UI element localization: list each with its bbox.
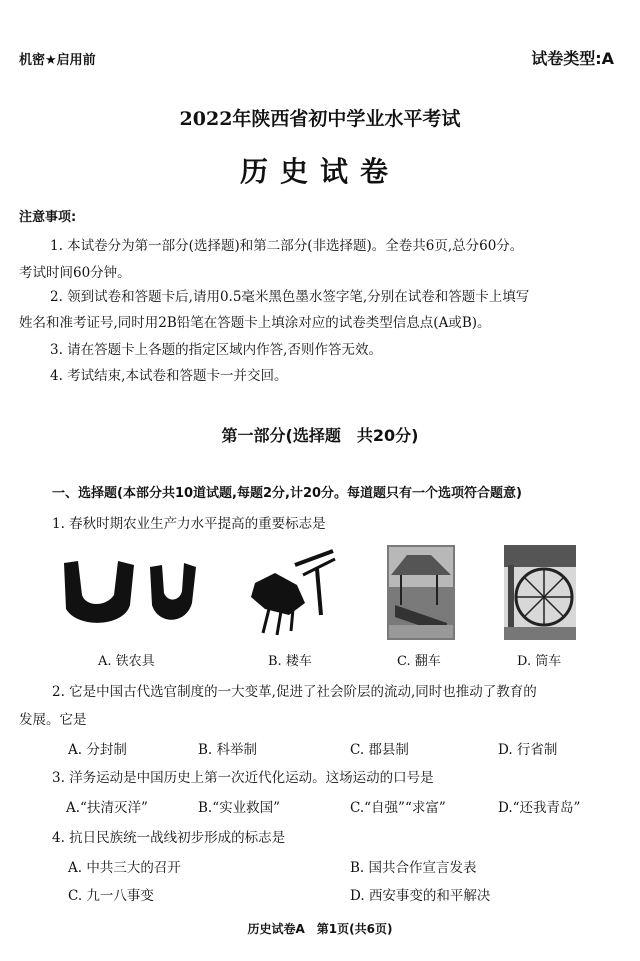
q4-stem: 4. 抗日民族统一战线初步形成的标志是: [52, 830, 286, 846]
q2-stem-line1: 2. 它是中国古代选官制度的一大变革,促进了社会阶层的流动,同时也推动了教育的: [52, 684, 537, 700]
q1-option-d: D. 筒车: [517, 654, 562, 669]
q4-option-a: A. 中共三大的召开: [68, 860, 181, 876]
q2-option-c: C. 郡县制: [350, 742, 409, 758]
confidential-label: 机密★启用前: [19, 53, 96, 68]
page-footer: 历史试卷A 第1页(共6页): [247, 922, 393, 936]
q1-option-b: B. 耧车: [268, 654, 312, 669]
subject-title: 历史试卷: [239, 155, 400, 188]
exam-title: 2022年陕西省初中学业水平考试: [179, 108, 461, 130]
notice-line-6: 4. 考试结束,本试卷和答题卡一并交回。: [50, 368, 288, 384]
q4-option-c: C. 九一八事变: [68, 888, 154, 904]
q1-option-c: C. 翻车: [397, 654, 441, 669]
q4-option-d: D. 西安事变的和平解决: [350, 888, 491, 904]
notice-line-5: 3. 请在答题卡上各题的指定区域内作答,否则作答无效。: [50, 342, 382, 358]
q2-stem-line2: 发展。它是: [19, 712, 87, 728]
water-wheel-image: [504, 545, 576, 640]
q1-option-a: A. 铁农具: [98, 654, 155, 669]
notice-heading: 注意事项:: [19, 210, 77, 225]
q1-stem: 1. 春秋时期农业生产力水平提高的重要标志是: [52, 516, 326, 532]
q4-option-b: B. 国共合作宣言发表: [350, 860, 477, 876]
q3-option-b: B.“实业救国”: [198, 800, 281, 816]
notice-line-2: 考试时间60分钟。: [19, 265, 131, 281]
iron-tools-image: [58, 555, 208, 635]
section-intro: 一、选择题(本部分共10道试题,每题2分,计20分。每道题只有一个选项符合题意): [52, 486, 522, 501]
q2-option-a: A. 分封制: [68, 742, 127, 758]
part1-title: 第一部分(选择题 共20分): [221, 426, 419, 445]
q2-option-d: D. 行省制: [498, 742, 558, 758]
square-pallet-pump-image: [387, 545, 455, 640]
notice-line-3: 2. 领到试卷和答题卡后,请用0.5毫米黑色墨水签字笔,分别在试卷和答题卡上填写: [50, 289, 530, 305]
paper-type-label: 试卷类型:A: [531, 49, 614, 68]
notice-line-4: 姓名和准考证号,同时用2B铅笔在答题卡上填涂对应的试卷类型信息点(A或B)。: [19, 315, 491, 331]
seed-drill-image: [245, 545, 345, 640]
q3-stem: 3. 洋务运动是中国历史上第一次近代化运动。这场运动的口号是: [52, 770, 434, 786]
q3-option-c: C.“自强”“求富”: [350, 800, 446, 816]
q3-option-d: D.“还我青岛”: [498, 800, 581, 816]
q2-option-b: B. 科举制: [198, 742, 258, 758]
notice-line-1: 1. 本试卷分为第一部分(选择题)和第二部分(非选择题)。全卷共6页,总分60分。: [50, 238, 524, 254]
q3-option-a: A.“扶清灭洋”: [66, 800, 148, 816]
